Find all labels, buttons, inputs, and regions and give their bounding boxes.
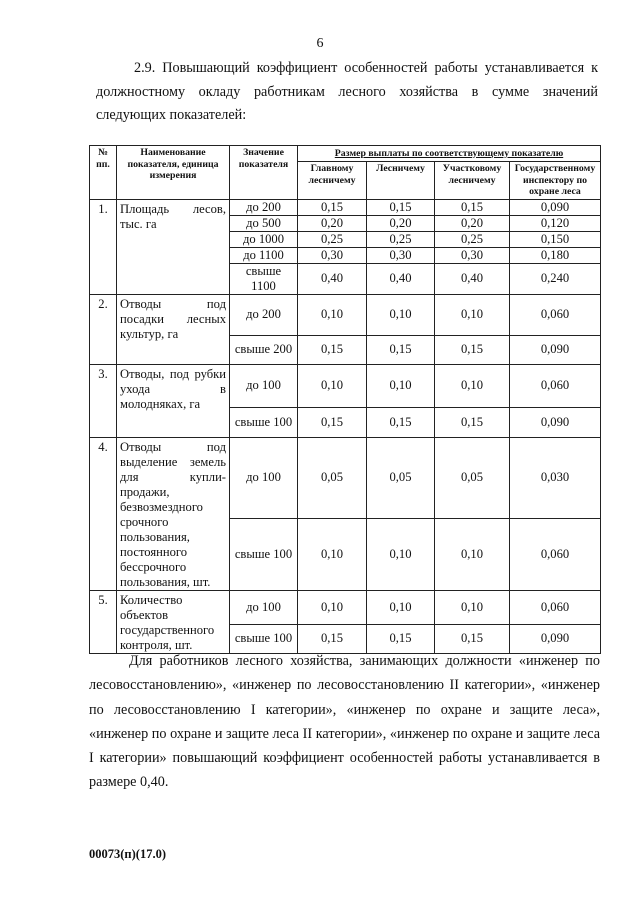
cell-chief: 0,40 [298,263,367,294]
cell-district: 0,15 [435,625,510,653]
cell-chief: 0,10 [298,590,367,625]
cell-district: 0,15 [435,335,510,364]
cell-forester: 0,10 [367,518,435,590]
payment-table [89,145,601,654]
cell-forester: 0,20 [367,215,435,231]
page-number: 6 [316,36,324,51]
row-value: до 100 [230,437,298,518]
cell-chief: 0,15 [298,199,367,215]
cell-district: 0,10 [435,294,510,335]
table-row [90,294,601,335]
row-num: 1. [90,199,117,294]
cell-inspector: 0,060 [510,518,601,590]
row-value: свыше 1100 [230,263,298,294]
cell-forester: 0,10 [367,294,435,335]
row-num: 4. [90,437,117,590]
cell-inspector: 0,150 [510,231,601,247]
row-value: до 1100 [230,247,298,263]
header-chief: Главному лесничему [298,162,367,200]
cell-forester: 0,15 [367,407,435,437]
intro-paragraph [96,57,598,128]
cell-forester: 0,10 [367,590,435,625]
table-row [90,590,601,625]
outro-text: Для работников лесного хозяйства, занимающих должности «инженер по лесовосстановлению», «инженер по лесовосстановлению II категории», «инженер по лесовосстановлению I категории», «инженер по охране и защите леса», «инженер по охране и защите леса II категории», «инженер по охране и защите леса I категории» повышающий коэффициент особенностей работы устанавливается в размере 0,40. [89,653,600,791]
cell-district: 0,15 [435,407,510,437]
cell-district: 0,10 [435,590,510,625]
cell-inspector: 0,180 [510,247,601,263]
row-name: Отводы под выделение земель для купли-продажи, безвозмездного срочного пользования, постоянного бессрочного пользования, шт. [117,437,230,590]
cell-inspector: 0,090 [510,625,601,653]
cell-forester: 0,15 [367,199,435,215]
cell-inspector: 0,060 [510,590,601,625]
cell-forester: 0,25 [367,231,435,247]
cell-forester: 0,30 [367,247,435,263]
header-name: Наименование показателя, единица измерения [117,146,230,200]
cell-district: 0,40 [435,263,510,294]
cell-district: 0,05 [435,437,510,518]
row-value: до 200 [230,294,298,335]
row-name: Количество объектов государственного контроля, шт. [117,590,230,653]
cell-inspector: 0,090 [510,335,601,364]
row-value: свыше 100 [230,518,298,590]
cell-forester: 0,05 [367,437,435,518]
header-num: № пп. [90,146,117,200]
outro-paragraph [89,649,600,795]
cell-forester: 0,40 [367,263,435,294]
cell-district: 0,15 [435,199,510,215]
row-num: 2. [90,294,117,364]
row-value: до 500 [230,215,298,231]
cell-forester: 0,15 [367,335,435,364]
row-value: до 100 [230,590,298,625]
cell-chief: 0,05 [298,437,367,518]
cell-chief: 0,20 [298,215,367,231]
cell-inspector: 0,240 [510,263,601,294]
cell-inspector: 0,120 [510,215,601,231]
row-value: свыше 100 [230,625,298,653]
row-name: Площадь лесов, тыс. га [117,199,230,294]
row-num: 3. [90,364,117,437]
cell-chief: 0,10 [298,294,367,335]
table-row [90,364,601,407]
cell-district: 0,25 [435,231,510,247]
cell-forester: 0,15 [367,625,435,653]
cell-chief: 0,15 [298,625,367,653]
cell-chief: 0,10 [298,364,367,407]
row-name: Отводы, под рубки ухода в молодняках, га [117,364,230,437]
row-value: до 200 [230,199,298,215]
cell-inspector: 0,090 [510,407,601,437]
table-row [90,199,601,215]
header-forester: Лесничему [367,162,435,200]
row-name: Отводы под посадки лесных культур, га [117,294,230,364]
row-value: до 1000 [230,231,298,247]
cell-district: 0,20 [435,215,510,231]
cell-chief: 0,15 [298,335,367,364]
header-inspector: Государственному инспектору по охране леса [510,162,601,200]
header-value: Значение показателя [230,146,298,200]
cell-district: 0,10 [435,518,510,590]
cell-inspector: 0,060 [510,364,601,407]
row-num: 5. [90,590,117,653]
cell-inspector: 0,060 [510,294,601,335]
intro-text: 2.9. Повышающий коэффициент особенностей работы устанавливается к должностному окладу работникам лесного хозяйства в сумме значений следующих показателей: [96,60,598,123]
row-value: до 100 [230,364,298,407]
cell-district: 0,10 [435,364,510,407]
row-value: свыше 100 [230,407,298,437]
cell-district: 0,30 [435,247,510,263]
header-district: Участковому лесничему [435,162,510,200]
document-code: 00073(п)(17.0) [89,847,166,861]
row-value: свыше 200 [230,335,298,364]
cell-inspector: 0,030 [510,437,601,518]
cell-forester: 0,10 [367,364,435,407]
cell-chief: 0,30 [298,247,367,263]
cell-chief: 0,15 [298,407,367,437]
table-row [90,437,601,518]
cell-chief: 0,10 [298,518,367,590]
cell-inspector: 0,090 [510,199,601,215]
cell-chief: 0,25 [298,231,367,247]
header-group: Размер выплаты по соответствующему показателю [298,146,601,162]
